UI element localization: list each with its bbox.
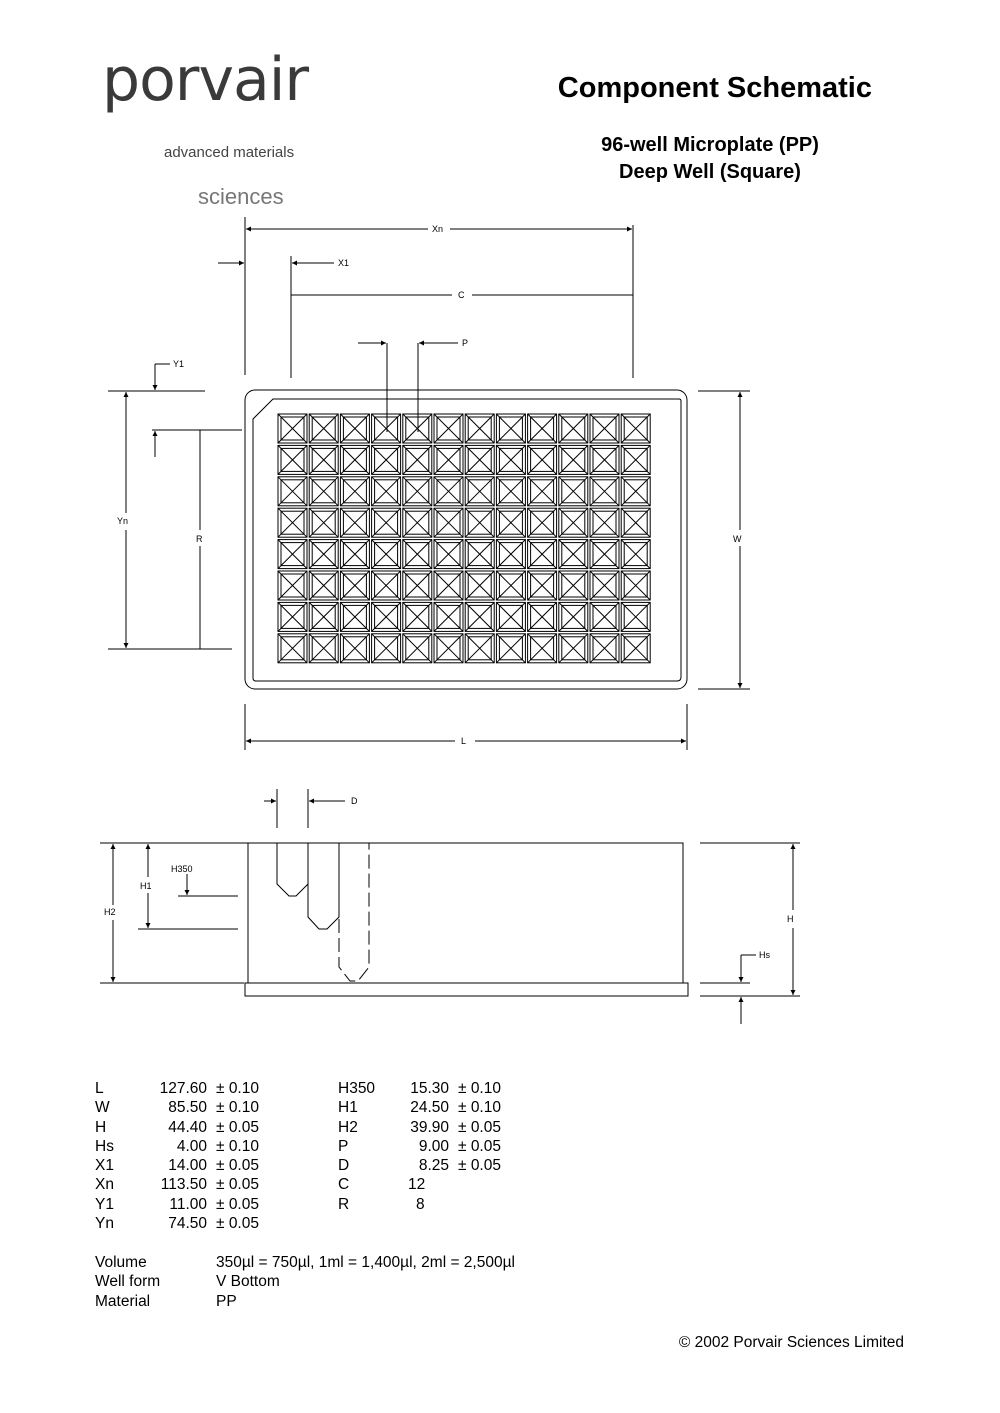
logo-tagline: advanced materials <box>164 144 295 161</box>
spec-value: 44.40 <box>168 1118 207 1136</box>
spec-value: 24.50 <box>410 1099 449 1117</box>
spec-value: 11.00 <box>169 1195 207 1213</box>
well <box>340 414 369 443</box>
spec-name: L <box>95 1080 104 1097</box>
label-x1: X1 <box>338 258 350 268</box>
spec-name: H1 <box>338 1099 358 1117</box>
spec-tolerance: ± 0.05 <box>458 1137 501 1155</box>
page-title: Component Schematic <box>557 72 872 104</box>
well <box>278 477 307 506</box>
well <box>309 477 338 506</box>
well <box>278 571 307 600</box>
property-value: 350µl = 750µl, 1ml = 1,400µl, 2ml = 2,500µl <box>216 1254 515 1271</box>
well <box>559 540 588 569</box>
well <box>465 540 494 569</box>
well <box>372 508 401 537</box>
well <box>496 445 525 474</box>
well <box>309 508 338 537</box>
spec-value: 8.25 <box>418 1157 449 1175</box>
well <box>309 602 338 631</box>
well <box>372 540 401 569</box>
well <box>528 414 557 443</box>
well <box>559 571 588 600</box>
well <box>340 571 369 600</box>
spec-value: 15.30 <box>410 1080 449 1097</box>
well <box>278 602 307 631</box>
spec-name: H2 <box>338 1118 358 1136</box>
label-c: C <box>458 290 465 300</box>
well <box>434 414 463 443</box>
spec-tolerance: ± 0.10 <box>216 1137 259 1155</box>
plate-skirt <box>245 983 688 996</box>
well <box>559 414 588 443</box>
spec-value: 9.00 <box>418 1137 449 1155</box>
spec-name: D <box>338 1157 350 1175</box>
spec-name: Yn <box>95 1215 114 1233</box>
spec-tolerance: ± 0.05 <box>216 1157 259 1175</box>
well <box>278 540 307 569</box>
well <box>621 571 650 600</box>
spec-name: P <box>338 1137 349 1155</box>
well <box>528 445 557 474</box>
spec-value: 85.50 <box>168 1099 207 1117</box>
spec-tolerance: ± 0.10 <box>458 1080 501 1097</box>
well <box>434 540 463 569</box>
spec-name: R <box>338 1195 350 1213</box>
label-h1: H1 <box>140 881 152 891</box>
well <box>372 414 401 443</box>
well <box>621 540 650 569</box>
well <box>340 477 369 506</box>
well <box>340 540 369 569</box>
well <box>590 445 619 474</box>
well-grid <box>278 414 650 663</box>
plate-body <box>248 843 683 983</box>
well <box>465 414 494 443</box>
property-value: PP <box>216 1292 237 1310</box>
property-name: Material <box>95 1292 151 1310</box>
well <box>403 477 432 506</box>
well <box>434 571 463 600</box>
label-d: D <box>351 796 358 806</box>
spec-name: Xn <box>95 1176 114 1194</box>
spec-tolerance: ± 0.05 <box>216 1176 259 1194</box>
well <box>309 540 338 569</box>
well <box>403 571 432 600</box>
label-h350: H350 <box>171 864 193 874</box>
well <box>340 508 369 537</box>
well <box>434 477 463 506</box>
well <box>621 634 650 663</box>
well <box>278 445 307 474</box>
spec-tolerance: ± 0.05 <box>216 1195 259 1213</box>
spec-value: 4.00 <box>176 1137 207 1155</box>
label-y1: Y1 <box>173 359 185 369</box>
well <box>590 540 619 569</box>
well <box>590 602 619 631</box>
well <box>559 477 588 506</box>
well <box>621 508 650 537</box>
spec-value: 8 <box>416 1195 425 1213</box>
spec-tolerance: ± 0.05 <box>458 1157 501 1175</box>
well <box>528 634 557 663</box>
well <box>309 445 338 474</box>
property-name: Volume <box>95 1254 147 1271</box>
well <box>559 508 588 537</box>
well <box>528 602 557 631</box>
spec-tolerance: ± 0.05 <box>216 1118 259 1136</box>
spec-value: 39.90 <box>410 1118 449 1136</box>
well <box>372 602 401 631</box>
spec-name: H <box>95 1118 107 1136</box>
well-h1 <box>308 843 339 929</box>
well <box>434 634 463 663</box>
well <box>372 445 401 474</box>
well <box>403 508 432 537</box>
well <box>496 414 525 443</box>
well <box>278 414 307 443</box>
spec-name: H350 <box>338 1080 376 1097</box>
spec-name: X1 <box>95 1157 114 1175</box>
well <box>590 508 619 537</box>
label-r: R <box>196 534 203 544</box>
well <box>590 571 619 600</box>
well <box>559 445 588 474</box>
well <box>528 571 557 600</box>
well <box>372 634 401 663</box>
well <box>340 602 369 631</box>
logo-division: sciences <box>198 184 284 209</box>
well-h350 <box>277 843 308 896</box>
well <box>372 571 401 600</box>
label-l: L <box>461 736 467 746</box>
label-p: P <box>462 338 469 348</box>
well <box>465 445 494 474</box>
well <box>434 602 463 631</box>
well <box>528 540 557 569</box>
well <box>559 602 588 631</box>
spec-value: 113.50 <box>160 1176 207 1194</box>
well <box>621 445 650 474</box>
property-name: Well form <box>95 1273 161 1291</box>
well <box>278 634 307 663</box>
well <box>403 445 432 474</box>
spec-value: 74.50 <box>168 1215 207 1233</box>
well <box>465 602 494 631</box>
well <box>309 634 338 663</box>
spec-value: 127.60 <box>159 1080 207 1097</box>
well <box>278 508 307 537</box>
well <box>465 508 494 537</box>
well <box>496 508 525 537</box>
spec-tolerance: ± 0.10 <box>458 1099 501 1117</box>
product-variant: Deep Well (Square) <box>619 161 801 183</box>
label-h: H <box>787 914 794 924</box>
label-hs: Hs <box>759 950 770 960</box>
label-h2: H2 <box>104 907 116 917</box>
well <box>496 477 525 506</box>
well <box>590 634 619 663</box>
well <box>465 634 494 663</box>
well <box>496 571 525 600</box>
well <box>403 602 432 631</box>
label-xn: Xn <box>432 224 444 234</box>
well <box>559 634 588 663</box>
well <box>528 477 557 506</box>
spec-tolerance: ± 0.10 <box>216 1099 259 1117</box>
property-value: V Bottom <box>216 1273 280 1291</box>
well <box>309 571 338 600</box>
well <box>403 634 432 663</box>
spec-name: W <box>95 1099 110 1117</box>
well <box>621 602 650 631</box>
spec-name: C <box>338 1176 350 1194</box>
well <box>465 477 494 506</box>
well <box>465 571 494 600</box>
well <box>496 634 525 663</box>
well <box>403 540 432 569</box>
well <box>496 602 525 631</box>
spec-tolerance: ± 0.10 <box>216 1080 259 1097</box>
product-name: 96-well Microplate (PP) <box>601 134 819 156</box>
well <box>309 414 338 443</box>
well <box>621 414 650 443</box>
logo-wordmark: porvair <box>102 45 309 115</box>
well <box>434 445 463 474</box>
label-yn: Yn <box>117 516 129 526</box>
spec-value: 12 <box>408 1176 426 1194</box>
well <box>434 508 463 537</box>
well <box>528 508 557 537</box>
spec-value: 14.00 <box>168 1157 207 1175</box>
spec-tolerance: ± 0.05 <box>216 1215 259 1233</box>
well <box>621 477 650 506</box>
well <box>340 634 369 663</box>
well-h2 <box>339 843 369 981</box>
spec-name: Y1 <box>95 1195 114 1213</box>
label-w: W <box>733 534 742 544</box>
well <box>496 540 525 569</box>
spec-tolerance: ± 0.05 <box>458 1118 501 1136</box>
copyright: © 2002 Porvair Sciences Limited <box>678 1334 904 1351</box>
spec-name: Hs <box>95 1137 114 1155</box>
well <box>403 414 432 443</box>
well <box>590 414 619 443</box>
well <box>372 477 401 506</box>
well <box>590 477 619 506</box>
well <box>340 445 369 474</box>
